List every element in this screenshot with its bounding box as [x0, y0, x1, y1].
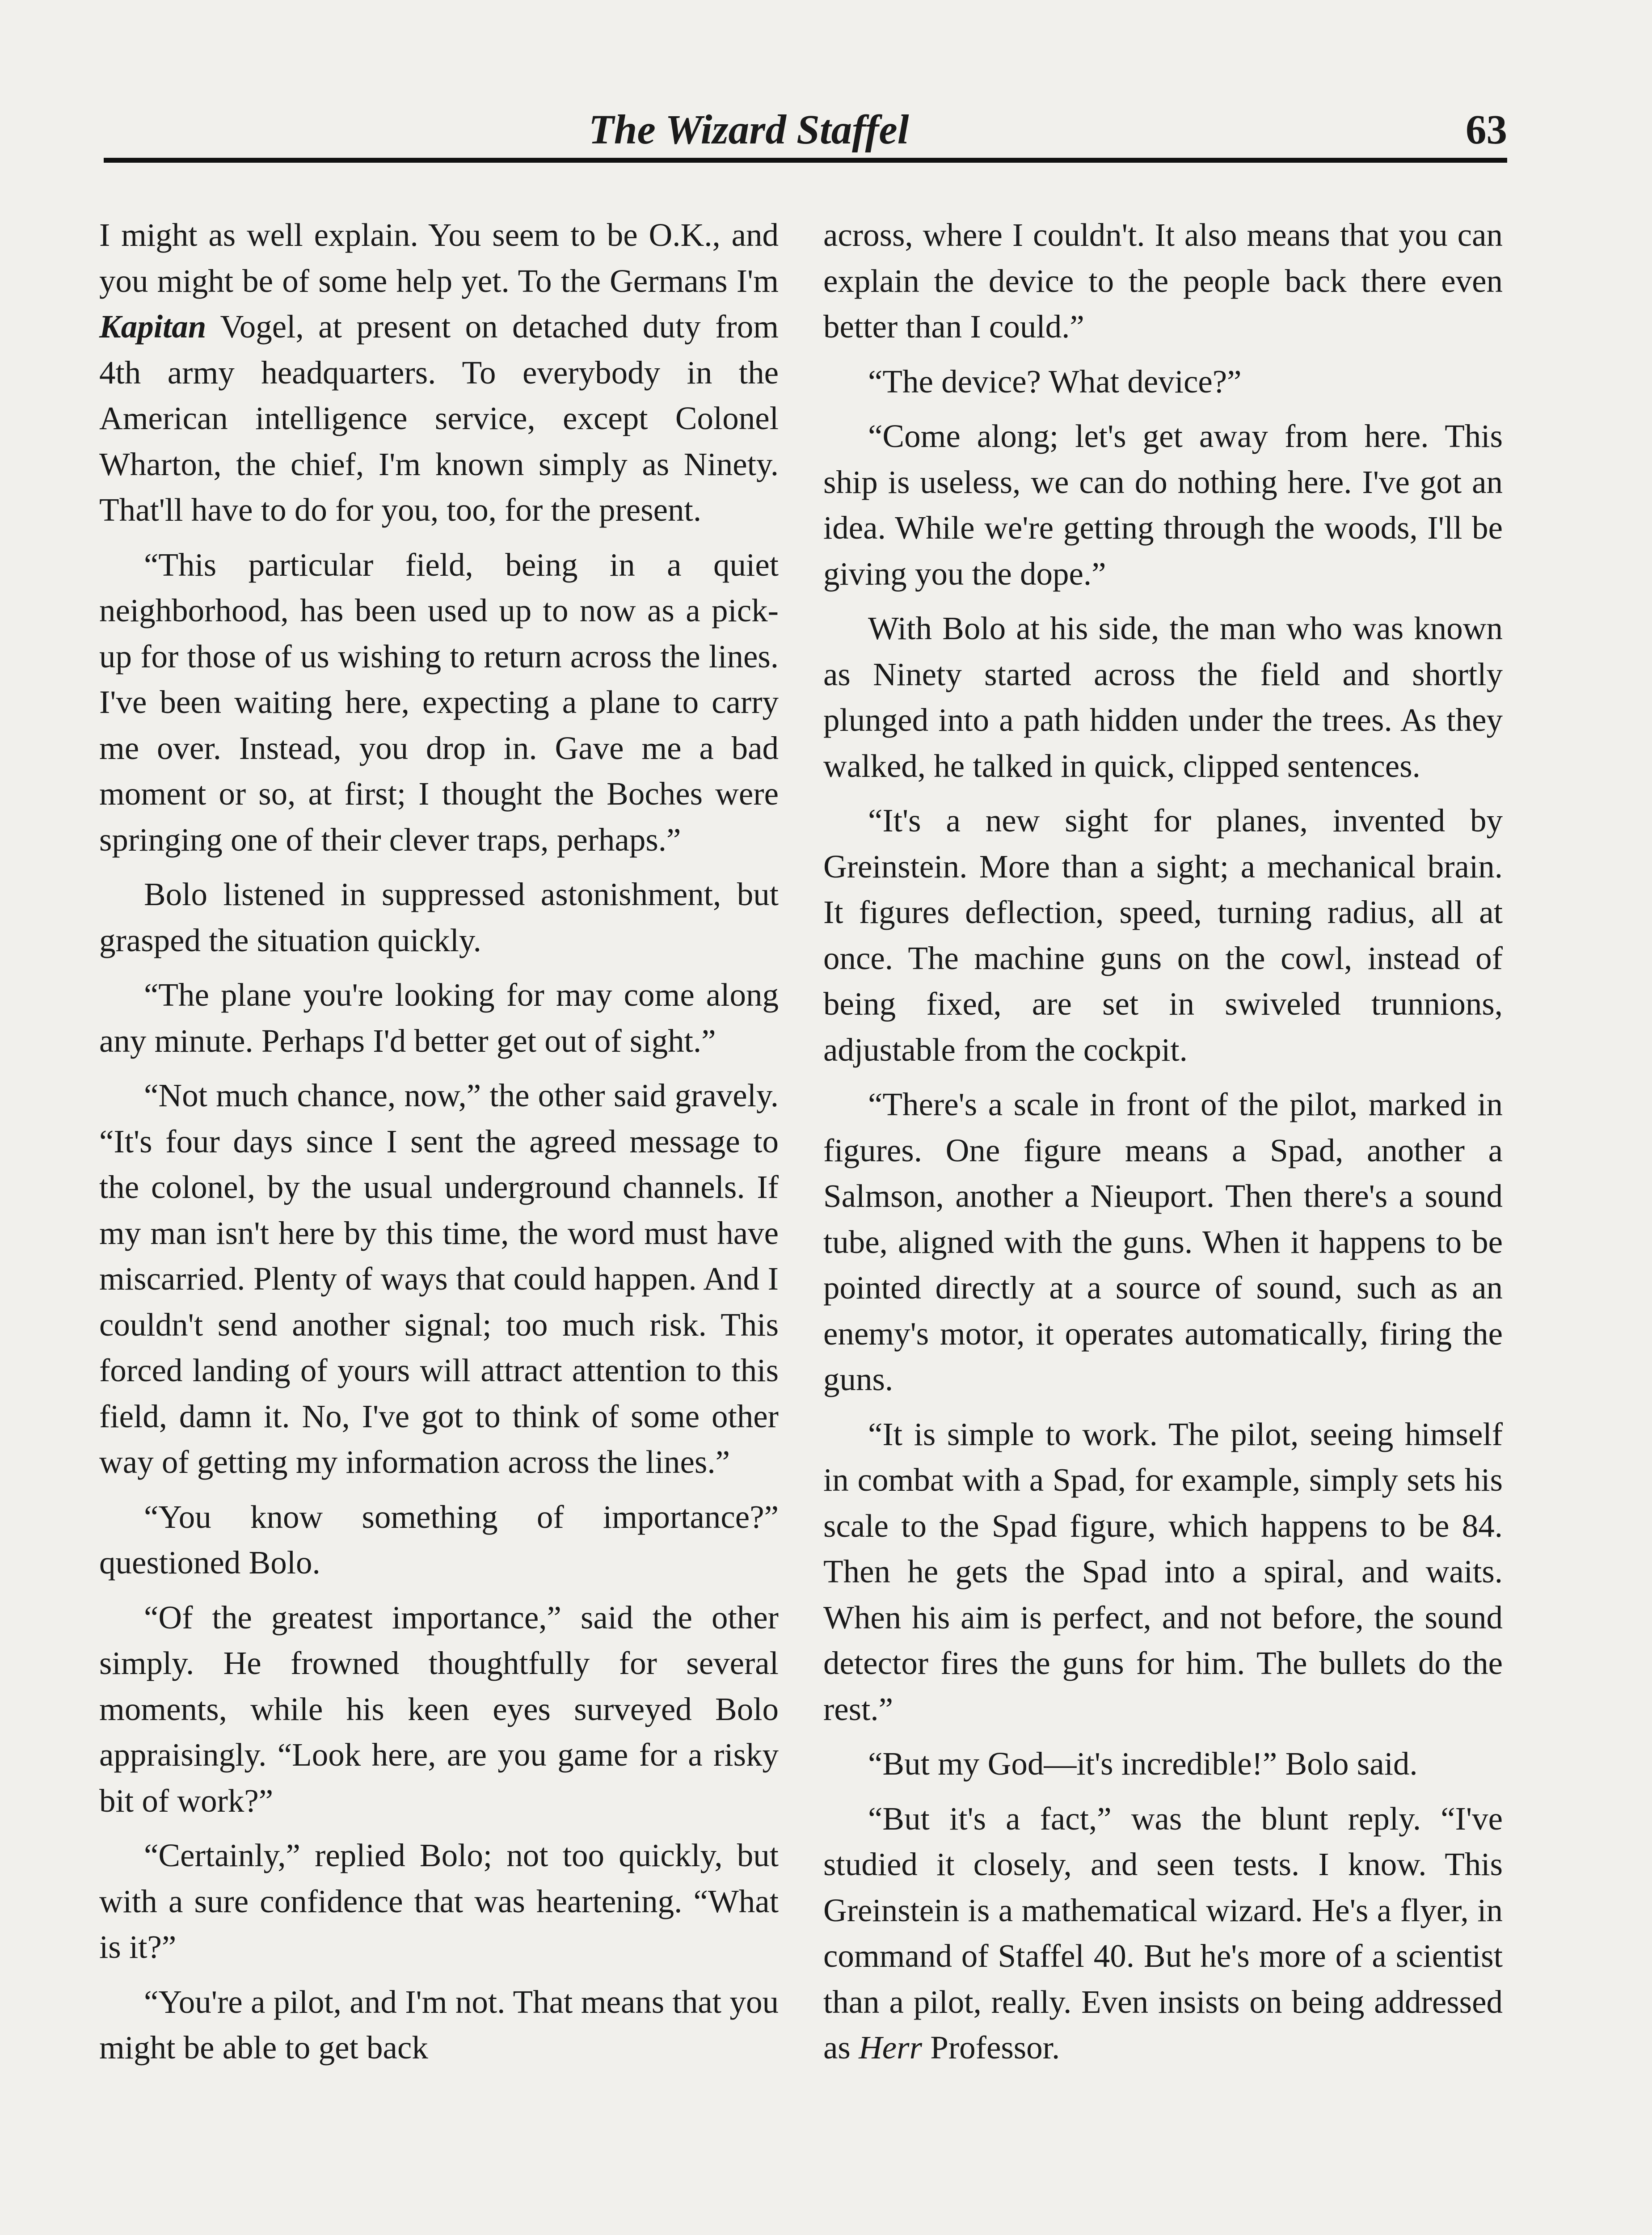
paragraph: “The device? What device?” — [868, 363, 1242, 400]
paragraph: “Of the greatest importance,” said the other simply. He frowned thoughtfully for several moments, while his keen eyes surveyed Bolo appraisingly. “Look here, are you game for a risky bit of work?” — [99, 1599, 779, 1819]
paragraph: across, where I couldn't. It also means that you can explain the device to the people back there even better than I could.” — [823, 217, 1503, 345]
paragraph: “It's a new sight for planes, invented by Greinstein. More than a sight; a mechanical brain. It figures deflection, speed, turning radius, all at once. The machine guns on the cowl, instead of being fixed, are set in swiveled trunnions, adjustable from the cockpit. — [823, 802, 1503, 1068]
page-header — [104, 102, 1507, 163]
paragraph: “Not much chance, now,” the other said gravely. “It's four days since I sent the agreed message to the colonel, by the usual underground channels. If my man isn't here by this time, the word must have miscarried. Plenty of ways that could happen. And I couldn't send another signal; too much risk. This forced landing of yours will attract attention to this field, damn it. No, I've got to think of some other way of getting my information across the lines.” — [99, 1077, 779, 1480]
paragraph: “You're a pilot, and I'm not. That means that you might be able to get back — [99, 1983, 779, 2066]
paragraph: “The plane you're looking for may come along any minute. Perhaps I'd better get out of sight.” — [99, 977, 779, 1059]
paragraph: With Bolo at his side, the man who was known as Ninety started across the field and shortly plunged into a path hidden under the trees. As they walked, he talked in quick, clipped sentences. — [823, 610, 1503, 784]
paragraph: Bolo listened in suppressed astonishment, but grasped the situation quickly. — [99, 876, 779, 958]
left-column — [99, 212, 779, 2080]
paragraph: I might as well explain. You seem to be O.K., and you might be of some help yet. To the Germans I'm Kapitan Vogel, at present on detached duty from 4th army headquarters. To everybody in the American intelligence service, except Colonel Wharton, the chief, I'm known simply as Ninety. That'll have to do for you, too, for the present. — [99, 217, 779, 528]
paragraph: “This particular field, being in a quiet neighborhood, has been used up to now as a pick-up for those of us wishing to return across the lines. I've been waiting here, expecting a plane to carry me over. Instead, you drop in. Gave me a bad moment or so, at first; I thought the Boches were springing one of their clever traps, perhaps.” — [99, 546, 779, 858]
page-number: 63 — [1466, 107, 1507, 153]
paragraph: “Certainly,” replied Bolo; not too quickly, but with a sure confidence that was heartening. “What is it?” — [99, 1837, 779, 1965]
paragraph: “Come along; let's get away from here. This ship is useless, we can do nothing here. I've got an idea. While we're getting through the woods, I'll be giving you the dope.” — [823, 418, 1503, 592]
paragraph: “But it's a fact,” was the blunt reply. “I've studied it closely, and seen tests. I know. This Greinstein is a mathematical wizard. He's a flyer, in command of Staffel 40. But he's more of a scientist than a pilot, really. Even insists on being addressed as Herr Professor. — [823, 1800, 1503, 2066]
right-column — [823, 212, 1503, 2080]
paragraph: “There's a scale in front of the pilot, marked in figures. One figure means a Spad, another a Salmson, another a Nieuport. Then there's a sound tube, aligned with the guns. When it happens to be pointed directly at a source of sound, such as an enemy's motor, it operates automatically, firing the guns. — [823, 1086, 1503, 1397]
paragraph: “You know something of importance?” questioned Bolo. — [99, 1498, 779, 1581]
running-title: The Wizard Staffel — [589, 107, 909, 153]
paragraph: “But my God—it's incredible!” Bolo said. — [868, 1746, 1418, 1782]
paragraph: “It is simple to work. The pilot, seeing himself in combat with a Spad, for example, simply sets his scale to the Spad figure, which happens to be 84. Then he gets the Spad into a spiral, and waits. When his aim is perfect, and not before, the sound detector fires the guns for him. The bullets do the rest.” — [823, 1416, 1503, 1727]
